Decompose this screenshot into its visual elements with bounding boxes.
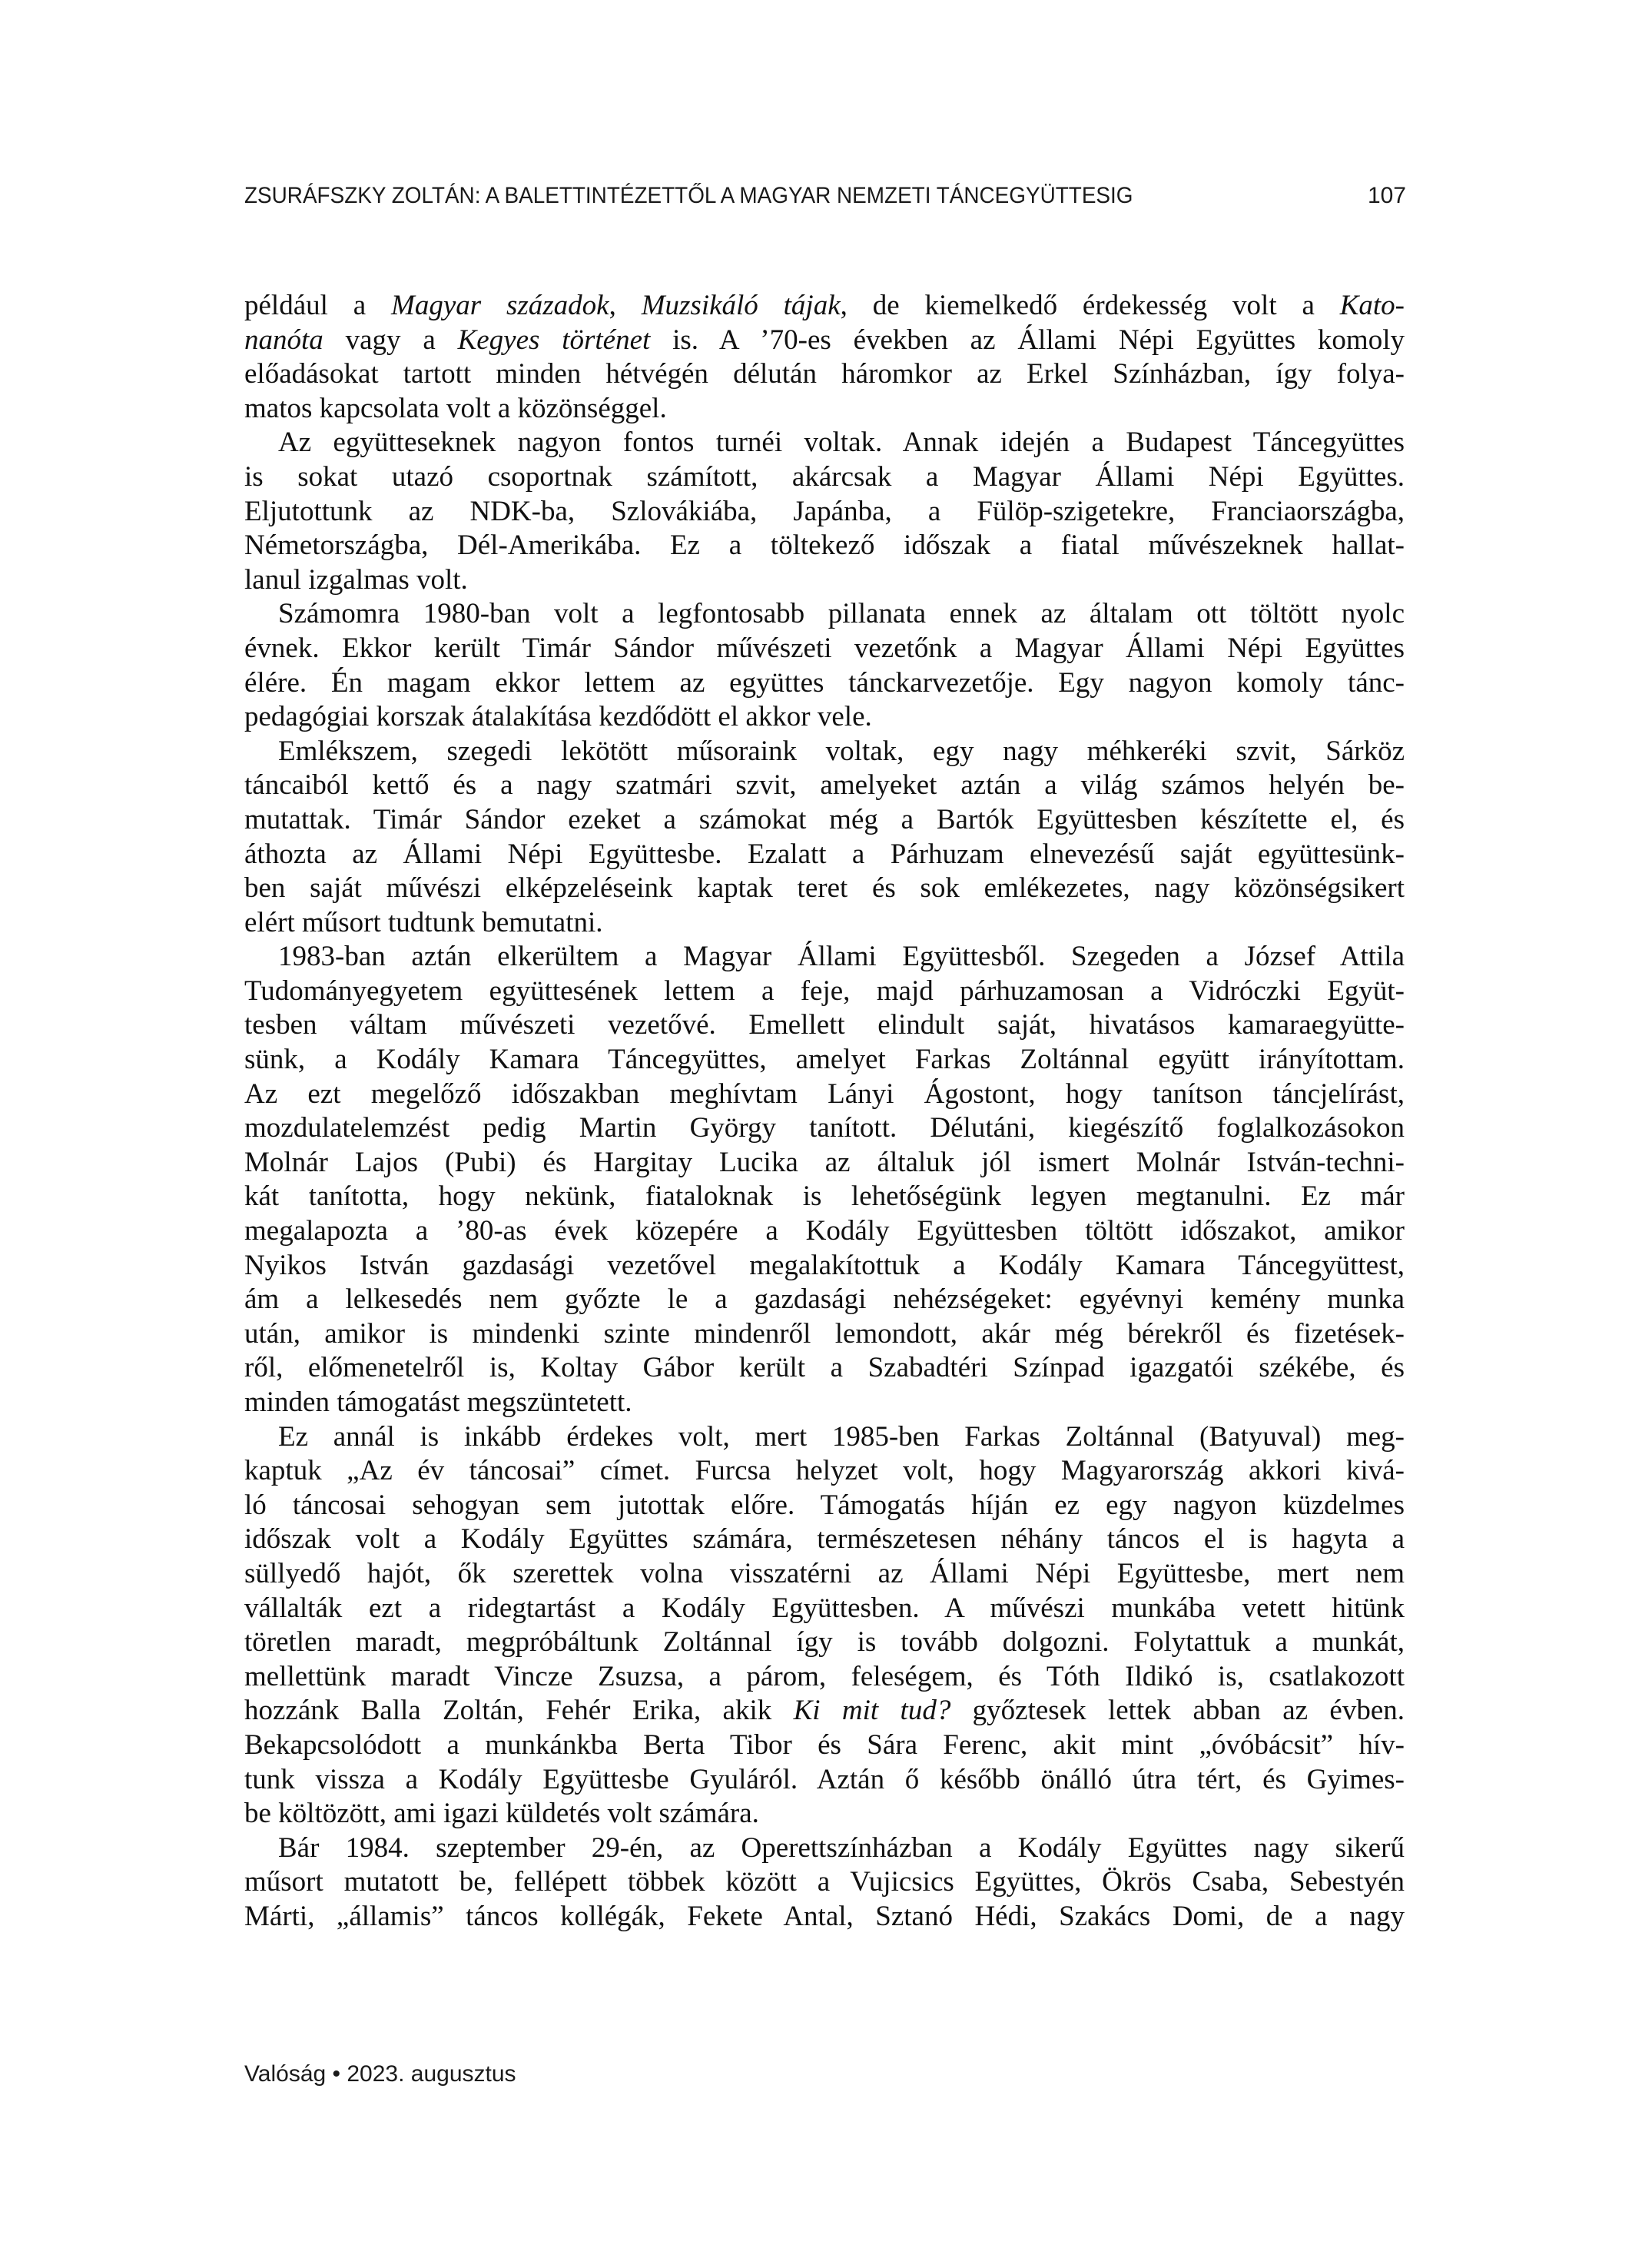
running-title: ZSURÁFSZKY ZOLTÁN: A BALETTINTÉZETTŐL A MAGYAR NEMZETI TÁNCEGYÜTTESIG xyxy=(244,183,1133,208)
text-line: hozzánk Balla Zoltán, Fehér Erika, akik Ki mit tud? győztesek lettek abban az évben. xyxy=(244,1695,1405,1727)
text-line: lanul izgalmas volt. xyxy=(244,563,468,596)
text-line: ről, előmenetelről is, Koltay Gábor került a Szabadtéri Színpad igazgatói székébe, és xyxy=(244,1352,1405,1384)
text-line: műsort mutatott be, fellépett többek között a Vujicsics Együttes, Ökrös Csaba, Sebestyén xyxy=(244,1866,1405,1898)
journal-issue: Valóság • 2023. augusztus xyxy=(244,2061,516,2087)
page-footer xyxy=(244,2061,516,2087)
text-line: után, amikor is mindenki szinte mindenről lemondott, akár még bérekről és fizetések- xyxy=(244,1317,1405,1350)
text-line: pedagógiai korszak átalakítása kezdődött el akkor vele. xyxy=(244,701,872,733)
text-line: évnek. Ekkor került Timár Sándor művészeti vezetőnk a Magyar Állami Népi Együttes xyxy=(244,632,1405,664)
text-line: Márti, „államis” táncos kollégák, Fekete Antal, Sztanó Hédi, Szakács Domi, de a nagy xyxy=(244,1900,1405,1932)
text-line: Molnár Lajos (Pubi) és Hargitay Lucika az általuk jól ismert Molnár István-techni- xyxy=(244,1146,1405,1178)
text-line: Számomra 1980-ban volt a legfontosabb pillanata ennek az általam ott töltött nyolc xyxy=(278,598,1405,630)
text-line: Tudományegyetem együttesének lettem a feje, majd párhuzamosan a Vidróczki Együt- xyxy=(244,975,1405,1007)
text-line: is sokat utazó csoportnak számított, akárcsak a Magyar Állami Népi Együttes. xyxy=(244,460,1405,493)
text-line: 1983-ban aztán elkerültem a Magyar Állami Együttesből. Szegeden a József Attila xyxy=(278,941,1405,973)
text-line: tunk vissza a Kodály Együttesbe Gyuláról. Aztán ő később önálló útra tért, és Gyimes- xyxy=(244,1763,1405,1795)
text-line: Emlékszem, szegedi lekötött műsoraink voltak, egy nagy méhkeréki szvit, Sárköz xyxy=(278,735,1405,767)
text-line: mutattak. Timár Sándor ezeket a számokat még a Bartók Együttesben készítette el, és xyxy=(244,803,1405,835)
text-line: vállalták ezt a ridegtartást a Kodály Együttesben. A művészi munkába vetett hitünk xyxy=(244,1592,1405,1624)
text-line: Bekapcsolódott a munkánkba Berta Tibor és Sára Ferenc, akit mint „óvóbácsit” hív- xyxy=(244,1728,1405,1761)
text-line: kát tanította, hogy nekünk, fiataloknak is lehetőségünk legyen megtanulni. Ez már xyxy=(244,1180,1405,1213)
text-line: ben saját művészi elképzeléseink kaptak teret és sok emlékezetes, nagy közönségsikert xyxy=(244,872,1405,905)
text-line: Az együtteseknek nagyon fontos turnéi voltak. Annak idején a Budapest Táncegyüttes xyxy=(278,427,1405,459)
text-line: Ez annál is inkább érdekes volt, mert 1985-ben Farkas Zoltánnal (Batyuval) meg- xyxy=(278,1420,1405,1453)
text-line: be költözött, ami igazi küldetés volt számára. xyxy=(244,1798,759,1830)
text-line: ám a lelkesedés nem győzte le a gazdasági nehézségeket: egyévnyi kemény munka xyxy=(244,1283,1405,1316)
text-line: Németországba, Dél-Amerikába. Ez a töltekező időszak a fiatal művészeknek hallat- xyxy=(244,530,1405,562)
text-line: mellettünk maradt Vincze Zsuzsa, a párom, feleségem, és Tóth Ildikó is, csatlakozott xyxy=(244,1660,1405,1692)
text-line: süllyedő hajót, ők szerettek volna visszatérni az Állami Népi Együttesbe, mert nem xyxy=(244,1557,1405,1589)
text-line: Az ezt megelőző időszakban meghívtam Lányi Ágostont, hogy tanítson táncjelírást, xyxy=(244,1078,1405,1110)
text-line: áthozta az Állami Népi Együttesbe. Ezalatt a Párhuzam elnevezésű saját együttesünk- xyxy=(244,838,1405,870)
text-line: Bár 1984. szeptember 29-én, az Operettszínházban a Kodály Együttes nagy sikerű xyxy=(278,1831,1405,1864)
text-line: tesben váltam művészeti vezetővé. Emellett elindult saját, hivatásos kamaraegyütte- xyxy=(244,1009,1405,1041)
text-line: például a Magyar századok, Muzsikáló tájak, de kiemelkedő érdekesség volt a Kato- xyxy=(244,290,1405,321)
text-line: előadásokat tartott minden hétvégén délután háromkor az Erkel Színházban, így folya- xyxy=(244,358,1405,390)
article-body xyxy=(244,289,1405,1934)
text-line: táncaiból kettő és a nagy szatmári szvit, amelyeket aztán a világ számos helyén be- xyxy=(244,769,1405,802)
text-line: minden támogatást megszüntetett. xyxy=(244,1386,632,1418)
text-line: mozdulatelemzést pedig Martin György tanított. Délutáni, kiegészítő foglalkozásokon xyxy=(244,1112,1405,1144)
text-line: időszak volt a Kodály Együttes számára, természetesen néhány táncos el is hagyta a xyxy=(244,1523,1405,1556)
text-line: matos kapcsolata volt a közönséggel. xyxy=(244,392,667,424)
text-line: sünk, a Kodály Kamara Táncegyüttes, amelyet Farkas Zoltánnal együtt irányítottam. xyxy=(244,1044,1405,1076)
text-line: Nyikos István gazdasági vezetővel megalakítottuk a Kodály Kamara Táncegyüttest, xyxy=(244,1249,1405,1281)
text-line: kaptuk „Az év táncosai” címet. Furcsa helyzet volt, hogy Magyarország akkori kivá- xyxy=(244,1455,1405,1487)
page-number: 107 xyxy=(1367,183,1406,208)
text-line: nanóta vagy a Kegyes történet is. A ’70-es években az Állami Népi Együttes komoly xyxy=(244,324,1405,356)
text-line: töretlen maradt, megpróbáltunk Zoltánnal így is tovább dolgozni. Folytattuk a munkát, xyxy=(244,1626,1405,1659)
text-line: Eljutottunk az NDK-ba, Szlovákiába, Japánba, a Fülöp-szigetekre, Franciaországba, xyxy=(244,495,1405,527)
running-header xyxy=(244,183,1406,209)
text-line: megalapozta a ’80-as évek közepére a Kodály Együttesben töltött időszakot, amikor xyxy=(244,1215,1405,1247)
text-line: ló táncosai sehogyan sem jutottak előre. Támogatás híján ez egy nagyon küzdelmes xyxy=(244,1489,1405,1521)
text-line: élére. Én magam ekkor lettem az együttes tánckarvezetője. Egy nagyon komoly tánc- xyxy=(244,666,1405,699)
text-line: elért műsort tudtunk bemutatni. xyxy=(244,906,603,938)
